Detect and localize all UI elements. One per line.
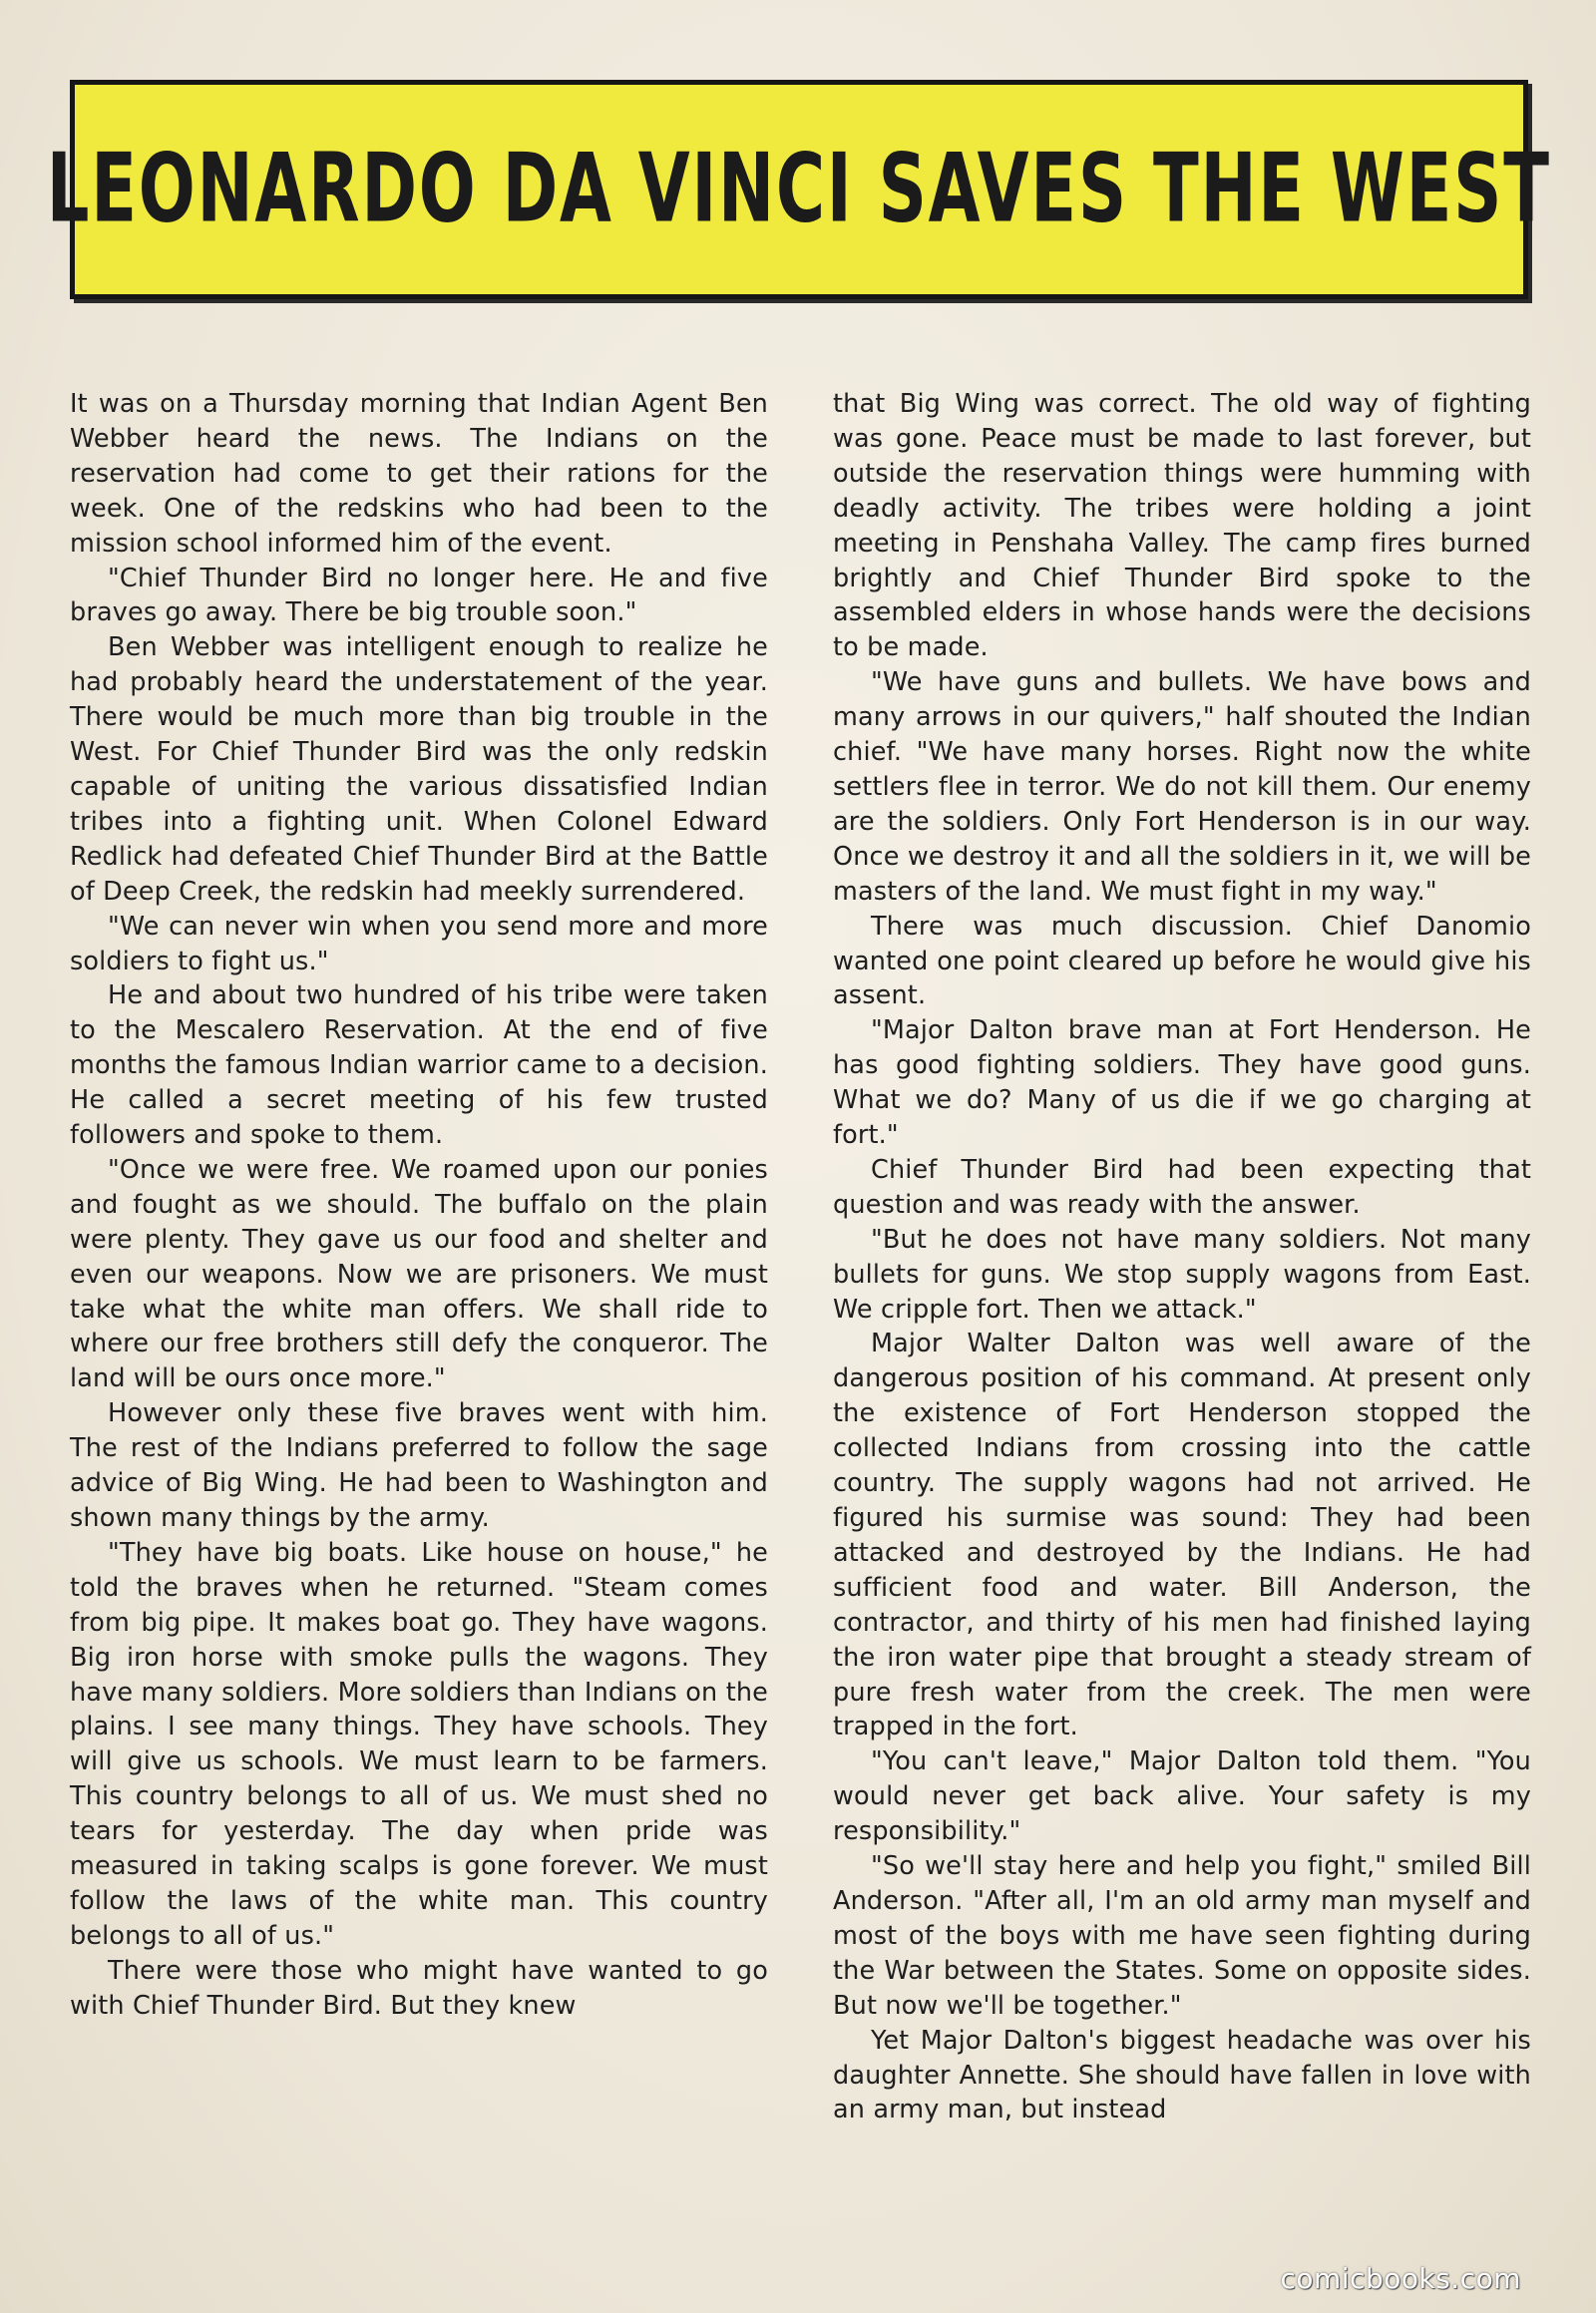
paragraph: "But he does not have many soldiers. Not many bullets for guns. We stop supply wagons from East. We cripple fort. Then we attack." bbox=[833, 1224, 1531, 1325]
paragraph: "You can't leave," Major Dalton told them. "You would never get back alive. Your safety is my responsibility." bbox=[833, 1746, 1531, 1847]
paragraph: "They have big boats. Like house on house," he told the braves when he returned. "Steam comes from big pipe. It makes boat go. They have wagons. Big iron horse with smoke pulls the wagons. They have many soldiers. More soldiers than Indians on the plains. I see many things. They have schools. They will give us schools. We must learn to be farmers. This country belongs to all of us. We must shed no tears for yesterday. The day when pride was measured in taking scalps is gone forever. We must follow the laws of the white man. This country belongs to all of us." bbox=[70, 1537, 768, 1951]
paragraph: He and about two hundred of his tribe were taken to the Mescalero Reservation. At the end of five months the famous Indian warrior came to a decision. He called a secret meeting of his few trusted followers and spoke to them. bbox=[70, 980, 768, 1151]
paragraph: Chief Thunder Bird had been expecting that question and was ready with the answer. bbox=[833, 1154, 1531, 1220]
paragraph: "We can never win when you send more and more soldiers to fight us." bbox=[70, 911, 768, 976]
paragraph: There were those who might have wanted to go with Chief Thunder Bird. But they knew bbox=[70, 1955, 768, 2021]
paragraph: However only these five braves went with him. The rest of the Indians preferred to follow the sage advice of Big Wing. He had been to Washington and shown many things by the army. bbox=[70, 1398, 768, 1533]
right-column bbox=[833, 387, 1531, 2252]
paragraph: "We have guns and bullets. We have bows and many arrows in our quivers," half shouted the Indian chief. "We have many horses. Right now the white settlers flee in terror. We do not kill them. Our enemy are the soldiers. Only Fort Henderson is in our way. Once we destroy it and all the soldiers in it, we will be masters of the land. We must fight in my way." bbox=[833, 667, 1531, 907]
paragraph: Ben Webber was intelligent enough to realize he had probably heard the understatement of the year. There would be much more than big trouble in the West. For Chief Thunder Bird was the only redskin capable of uniting the various dissatisfied Indian tribes into a fighting unit. When Colonel Edward Redlick had defeated Chief Thunder Bird at the Battle of Deep Creek, the redskin had meekly surrendered. bbox=[70, 632, 768, 907]
paragraph: "Major Dalton brave man at Fort Henderson. He has good fighting soldiers. They have good guns. What we do? Many of us die if we go charging at fort." bbox=[833, 1015, 1531, 1151]
paragraph: that Big Wing was correct. The old way of fighting was gone. Peace must be made to last forever, but outside the reservation things were humming with deadly activity. The tribes were holding a joint meeting in Penshaha Valley. The camp fires burned brightly and Chief Thunder Bird spoke to the assembled elders in whose hands were the decisions to be made. bbox=[833, 389, 1531, 663]
paragraph: "Chief Thunder Bird no longer here. He and five braves go away. There be big trouble soon." bbox=[70, 563, 768, 628]
left-column bbox=[70, 387, 768, 2252]
title-banner bbox=[47, 80, 1551, 299]
paragraph: Yet Major Dalton's biggest headache was over his daughter Annette. She should have fallen in love with an army man, but instead bbox=[833, 2025, 1531, 2125]
paragraph: "So we'll stay here and help you fight," smiled Bill Anderson. "After all, I'm an old army man myself and most of the boys with me have seen fighting during the War between the States. Some on opposite sides. But now we'll be together." bbox=[833, 1851, 1531, 2021]
story-title: LEONARDO DA VINCI SAVES THE WEST bbox=[47, 135, 1551, 244]
paragraph: It was on a Thursday morning that Indian Agent Ben Webber heard the news. The Indians on the reservation had come to get their rations for the week. One of the redskins who had been to the mission school informed him of the event. bbox=[70, 389, 768, 559]
paragraph: Major Walter Dalton was well aware of the dangerous position of his command. At present only the existence of Fort Henderson stopped the collected Indians from crossing into the cattle country. The supply wagons had not arrived. He figured his surmise was sound: They had been attacked and destroyed by the Indians. He had sufficient food and water. Bill Anderson, the contractor, and thirty of his men had finished laying the iron water pipe that brought a steady stream of pure fresh water from the creek. The men were trapped in the fort. bbox=[833, 1329, 1531, 1742]
paragraph: "Once we were free. We roamed upon our ponies and fought as we should. The buffalo on the plain were plenty. They gave us our food and shelter and even our weapons. Now we are prisoners. We must take what the white man offers. We shall ride to where our free brothers still defy the conqueror. The land will be ours once more." bbox=[70, 1154, 768, 1394]
paragraph: There was much discussion. Chief Danomio wanted one point cleared up before he would give his assent. bbox=[833, 911, 1531, 1011]
watermark: comicbooks.com bbox=[1280, 2262, 1521, 2295]
story-body bbox=[70, 387, 1531, 2252]
